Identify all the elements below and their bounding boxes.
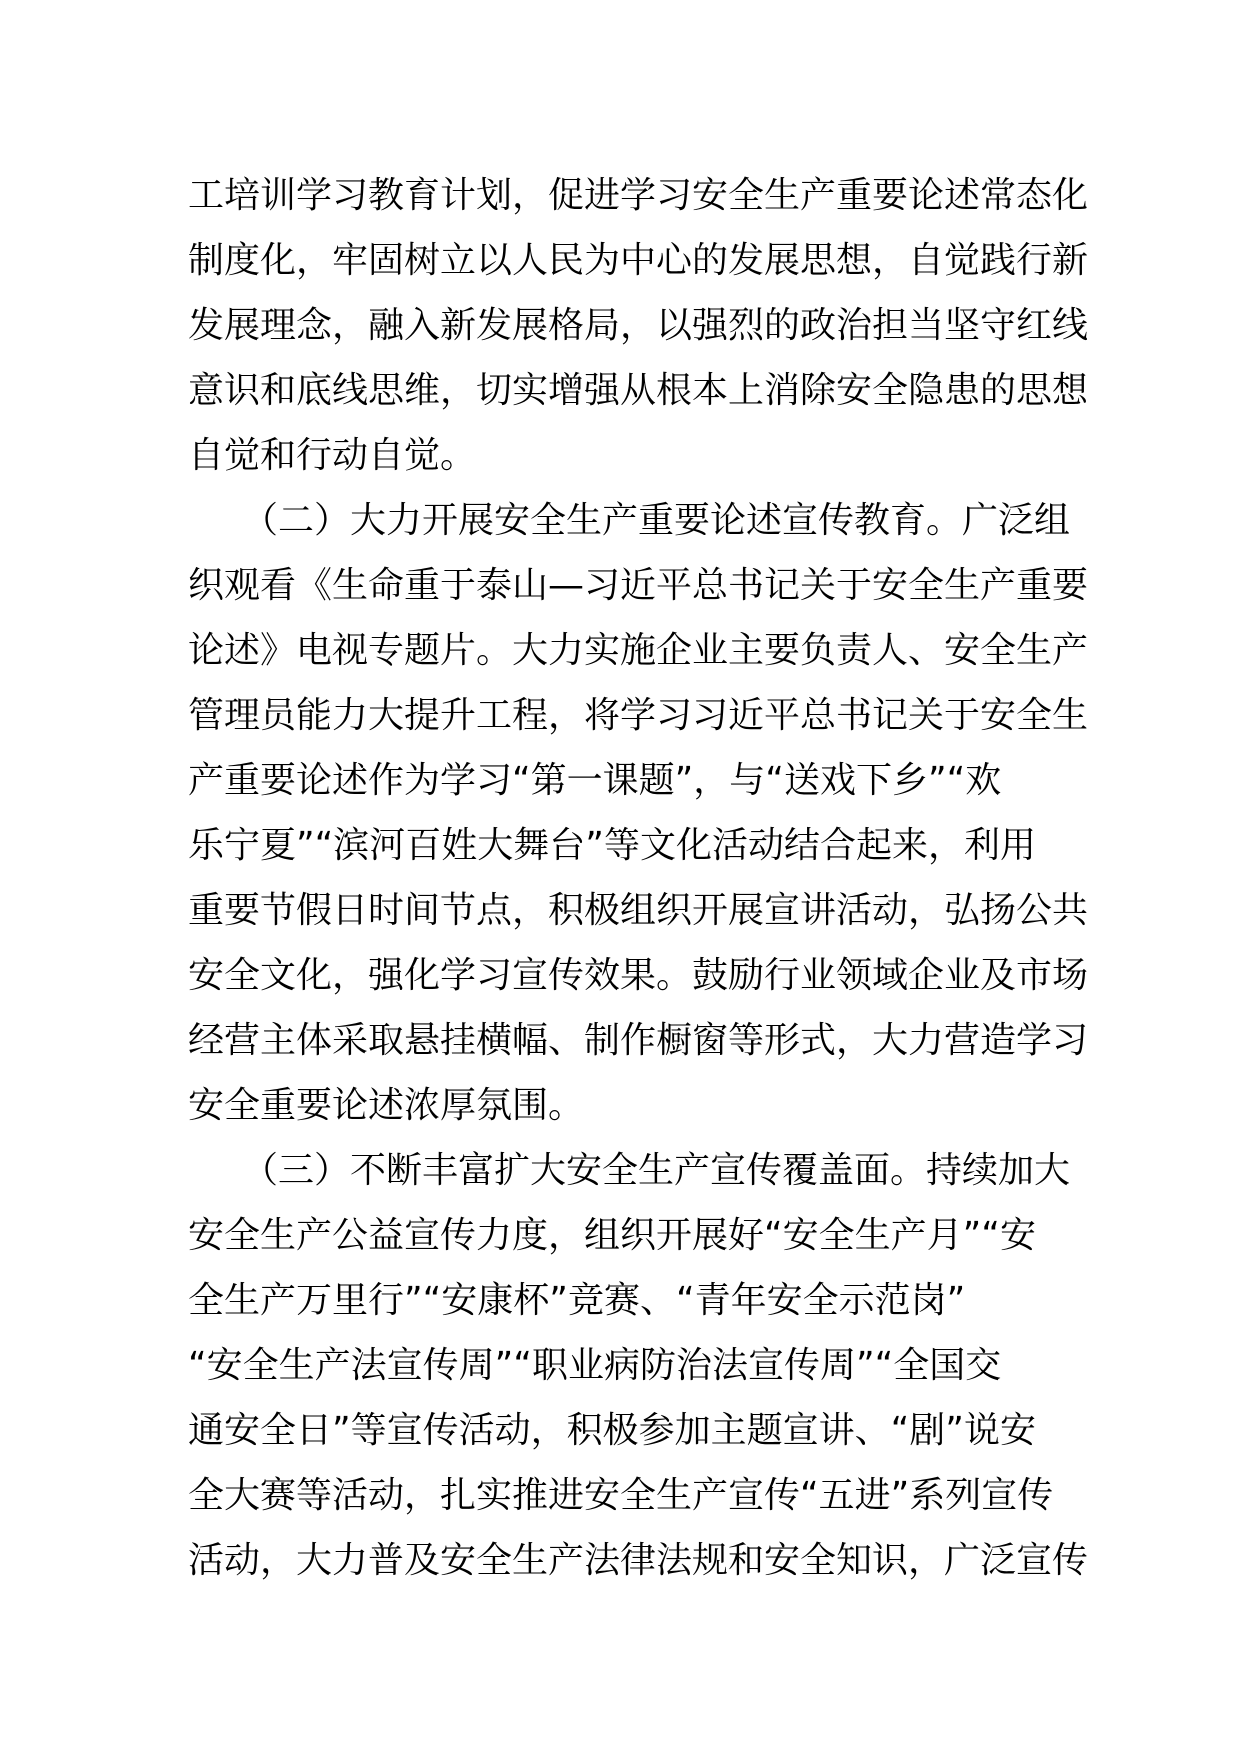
text-line: 管理员能力大提升工程，将学习习近平总书记关于安全生 [188,695,1089,736]
text-line: 意识和底线思维，切实增强从根本上消除安全隐患的思想 [188,370,1089,411]
text-line: 活动，大力普及安全生产法律法规和安全知识，广泛宣传 [188,1540,1089,1581]
body-text [188,163,1089,1593]
text-line: 论述》电视专题片。大力实施企业主要负责人、安全生产 [188,630,1089,671]
text-line: 自觉和行动自觉。 [188,435,477,476]
section-heading-line: （三）不断丰富扩大安全生产宣传覆盖面。持续加大 [188,1150,1071,1191]
text-line: 安全文化，强化学习宣传效果。鼓励行业领域企业及市场 [188,955,1089,996]
text-line: 安全生产公益宣传力度，组织开展好“安全生产月”“安 [188,1215,1036,1256]
text-line: “安全生产法宣传周”“职业病防治法宣传周”“全国交 [188,1345,1002,1386]
section-heading-line: （二）大力开展安全生产重要论述宣传教育。广泛组 [188,500,1071,541]
text-line: 经营主体采取悬挂横幅、制作橱窗等形式，大力营造学习 [188,1020,1089,1061]
text-line: 发展理念，融入新发展格局，以强烈的政治担当坚守红线 [188,305,1089,346]
text-line: 工培训学习教育计划，促进学习安全生产重要论述常态化 [188,175,1089,216]
text-line: 通安全日”等宣传活动，积极参加主题宣讲、“剧”说安 [188,1410,1036,1451]
text-line: 织观看《生命重于泰山—习近平总书记关于安全生产重要 [188,565,1089,606]
text-line: 制度化，牢固树立以人民为中心的发展思想，自觉践行新 [188,240,1089,281]
text-line: 产重要论述作为学习“第一课题”，与“送戏下乡”“欢 [188,760,1002,801]
text-line: 全生产万里行”“安康杯”竞赛、“青年安全示范岗” [188,1280,966,1321]
text-line: 安全重要论述浓厚氛围。 [188,1085,585,1126]
text-line: 全大赛等活动，扎实推进安全生产宣传“五进”系列宣传 [188,1475,1054,1516]
text-line: 重要节假日时间节点，积极组织开展宣讲活动，弘扬公共 [188,890,1089,931]
text-line: 乐宁夏”“滨河百姓大舞台”等文化活动结合起来，利用 [188,825,1036,866]
